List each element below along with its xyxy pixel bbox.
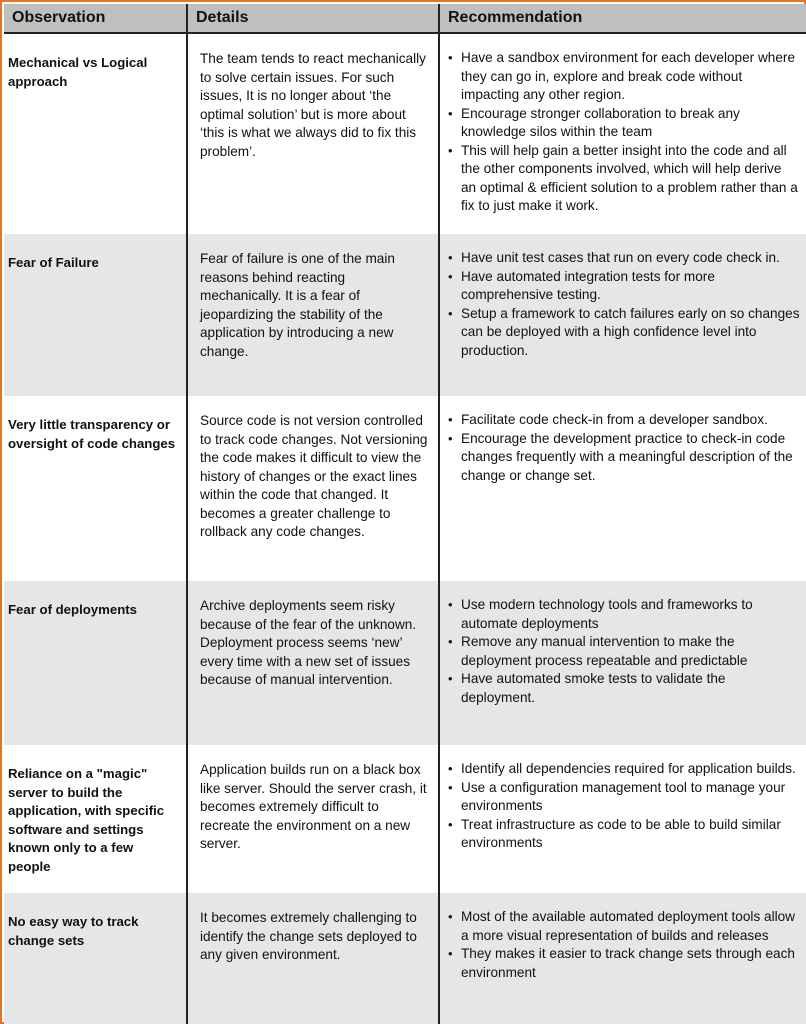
details-cell: Archive deployments seem risky because of the fear of the unknown. Deployment process seems ‘new’ every time with a new set of issues because of manual intervention.	[187, 581, 439, 745]
recommendation-item: • Identify all dependencies required for application builds.	[446, 760, 800, 779]
recommendation-cell	[439, 234, 806, 396]
recommendation-item: • Have automated smoke tests to validate the deployment.	[446, 670, 800, 707]
recommendation-item: • They makes it easier to track change sets through each environment	[446, 945, 800, 982]
header-recommendation: Recommendation	[439, 4, 806, 33]
recommendation-item: • Have a sandbox environment for each developer where they can go in, explore and break code without impacting any other region.	[446, 49, 800, 105]
recommendation-item: • Encourage stronger collaboration to break any knowledge silos within the team	[446, 105, 800, 142]
recommendation-item: • Use a configuration management tool to manage your environments	[446, 779, 800, 816]
recommendation-cell	[439, 893, 806, 1024]
observation-cell: Very little transparency or oversight of code changes	[4, 396, 187, 581]
header-details: Details	[187, 4, 439, 33]
recommendation-list	[446, 908, 800, 982]
recommendation-list	[446, 760, 800, 853]
details-cell: Fear of failure is one of the main reasons behind reacting mechanically. It is a fear of jeopardizing the stability of the application by introducing a new change.	[187, 234, 439, 396]
recommendation-cell	[439, 745, 806, 893]
table-row	[4, 581, 806, 745]
details-cell: Application builds run on a black box like server. Should the server crash, it becomes extremely difficult to recreate the environment on a new server.	[187, 745, 439, 893]
recommendation-cell	[439, 33, 806, 234]
table-row	[4, 745, 806, 893]
recommendation-item: • Have automated integration tests for more comprehensive testing.	[446, 268, 800, 305]
table-header-row	[4, 4, 806, 33]
recommendation-list	[446, 411, 800, 485]
observation-cell: Fear of Failure	[4, 234, 187, 396]
recommendation-cell	[439, 581, 806, 745]
recommendation-list	[446, 249, 800, 360]
recommendation-cell	[439, 396, 806, 581]
recommendation-list	[446, 49, 800, 216]
header-observation: Observation	[4, 4, 187, 33]
recommendation-item: • Facilitate code check-in from a developer sandbox.	[446, 411, 800, 430]
details-cell: It becomes extremely challenging to identify the change sets deployed to any given environment.	[187, 893, 439, 1024]
recommendation-item: • Have unit test cases that run on every code check in.	[446, 249, 800, 268]
observation-cell: Reliance on a "magic" server to build the application, with specific software and settings known only to a few people	[4, 745, 187, 893]
details-cell: The team tends to react mechanically to solve certain issues. For such issues, It is no longer about ‘the optimal solution’ but is more about ‘this is what we always did to fix this problem’.	[187, 33, 439, 234]
table-row	[4, 33, 806, 234]
recommendation-item: • Use modern technology tools and frameworks to automate deployments	[446, 596, 800, 633]
recommendations-table	[4, 4, 806, 1024]
recommendation-item: • Most of the available automated deployment tools allow a more visual representation of builds and releases	[446, 908, 800, 945]
recommendation-item: • This will help gain a better insight into the code and all the other components involved, which will help derive an optimal & efficient solution to a problem rather than a fix to just make it work.	[446, 142, 800, 216]
recommendation-item: • Encourage the development practice to check-in code changes frequently with a meaningful description of the change or change set.	[446, 430, 800, 486]
details-cell: Source code is not version controlled to track code changes. Not versioning the code makes it difficult to view the history of changes or the exact lines within the code that changed. It becomes a greater challenge to rollback any code changes.	[187, 396, 439, 581]
observation-cell: Fear of deployments	[4, 581, 187, 745]
recommendation-item: • Remove any manual intervention to make the deployment process repeatable and predictable	[446, 633, 800, 670]
recommendation-list	[446, 596, 800, 707]
recommendation-item: • Setup a framework to catch failures early on so changes can be deployed with a high confidence level into production.	[446, 305, 800, 361]
recommendation-item: • Treat infrastructure as code to be able to build similar environments	[446, 816, 800, 853]
observation-cell: Mechanical vs Logical approach	[4, 33, 187, 234]
observation-cell: No easy way to track change sets	[4, 893, 187, 1024]
table-row	[4, 893, 806, 1024]
table-row	[4, 234, 806, 396]
table-row	[4, 396, 806, 581]
